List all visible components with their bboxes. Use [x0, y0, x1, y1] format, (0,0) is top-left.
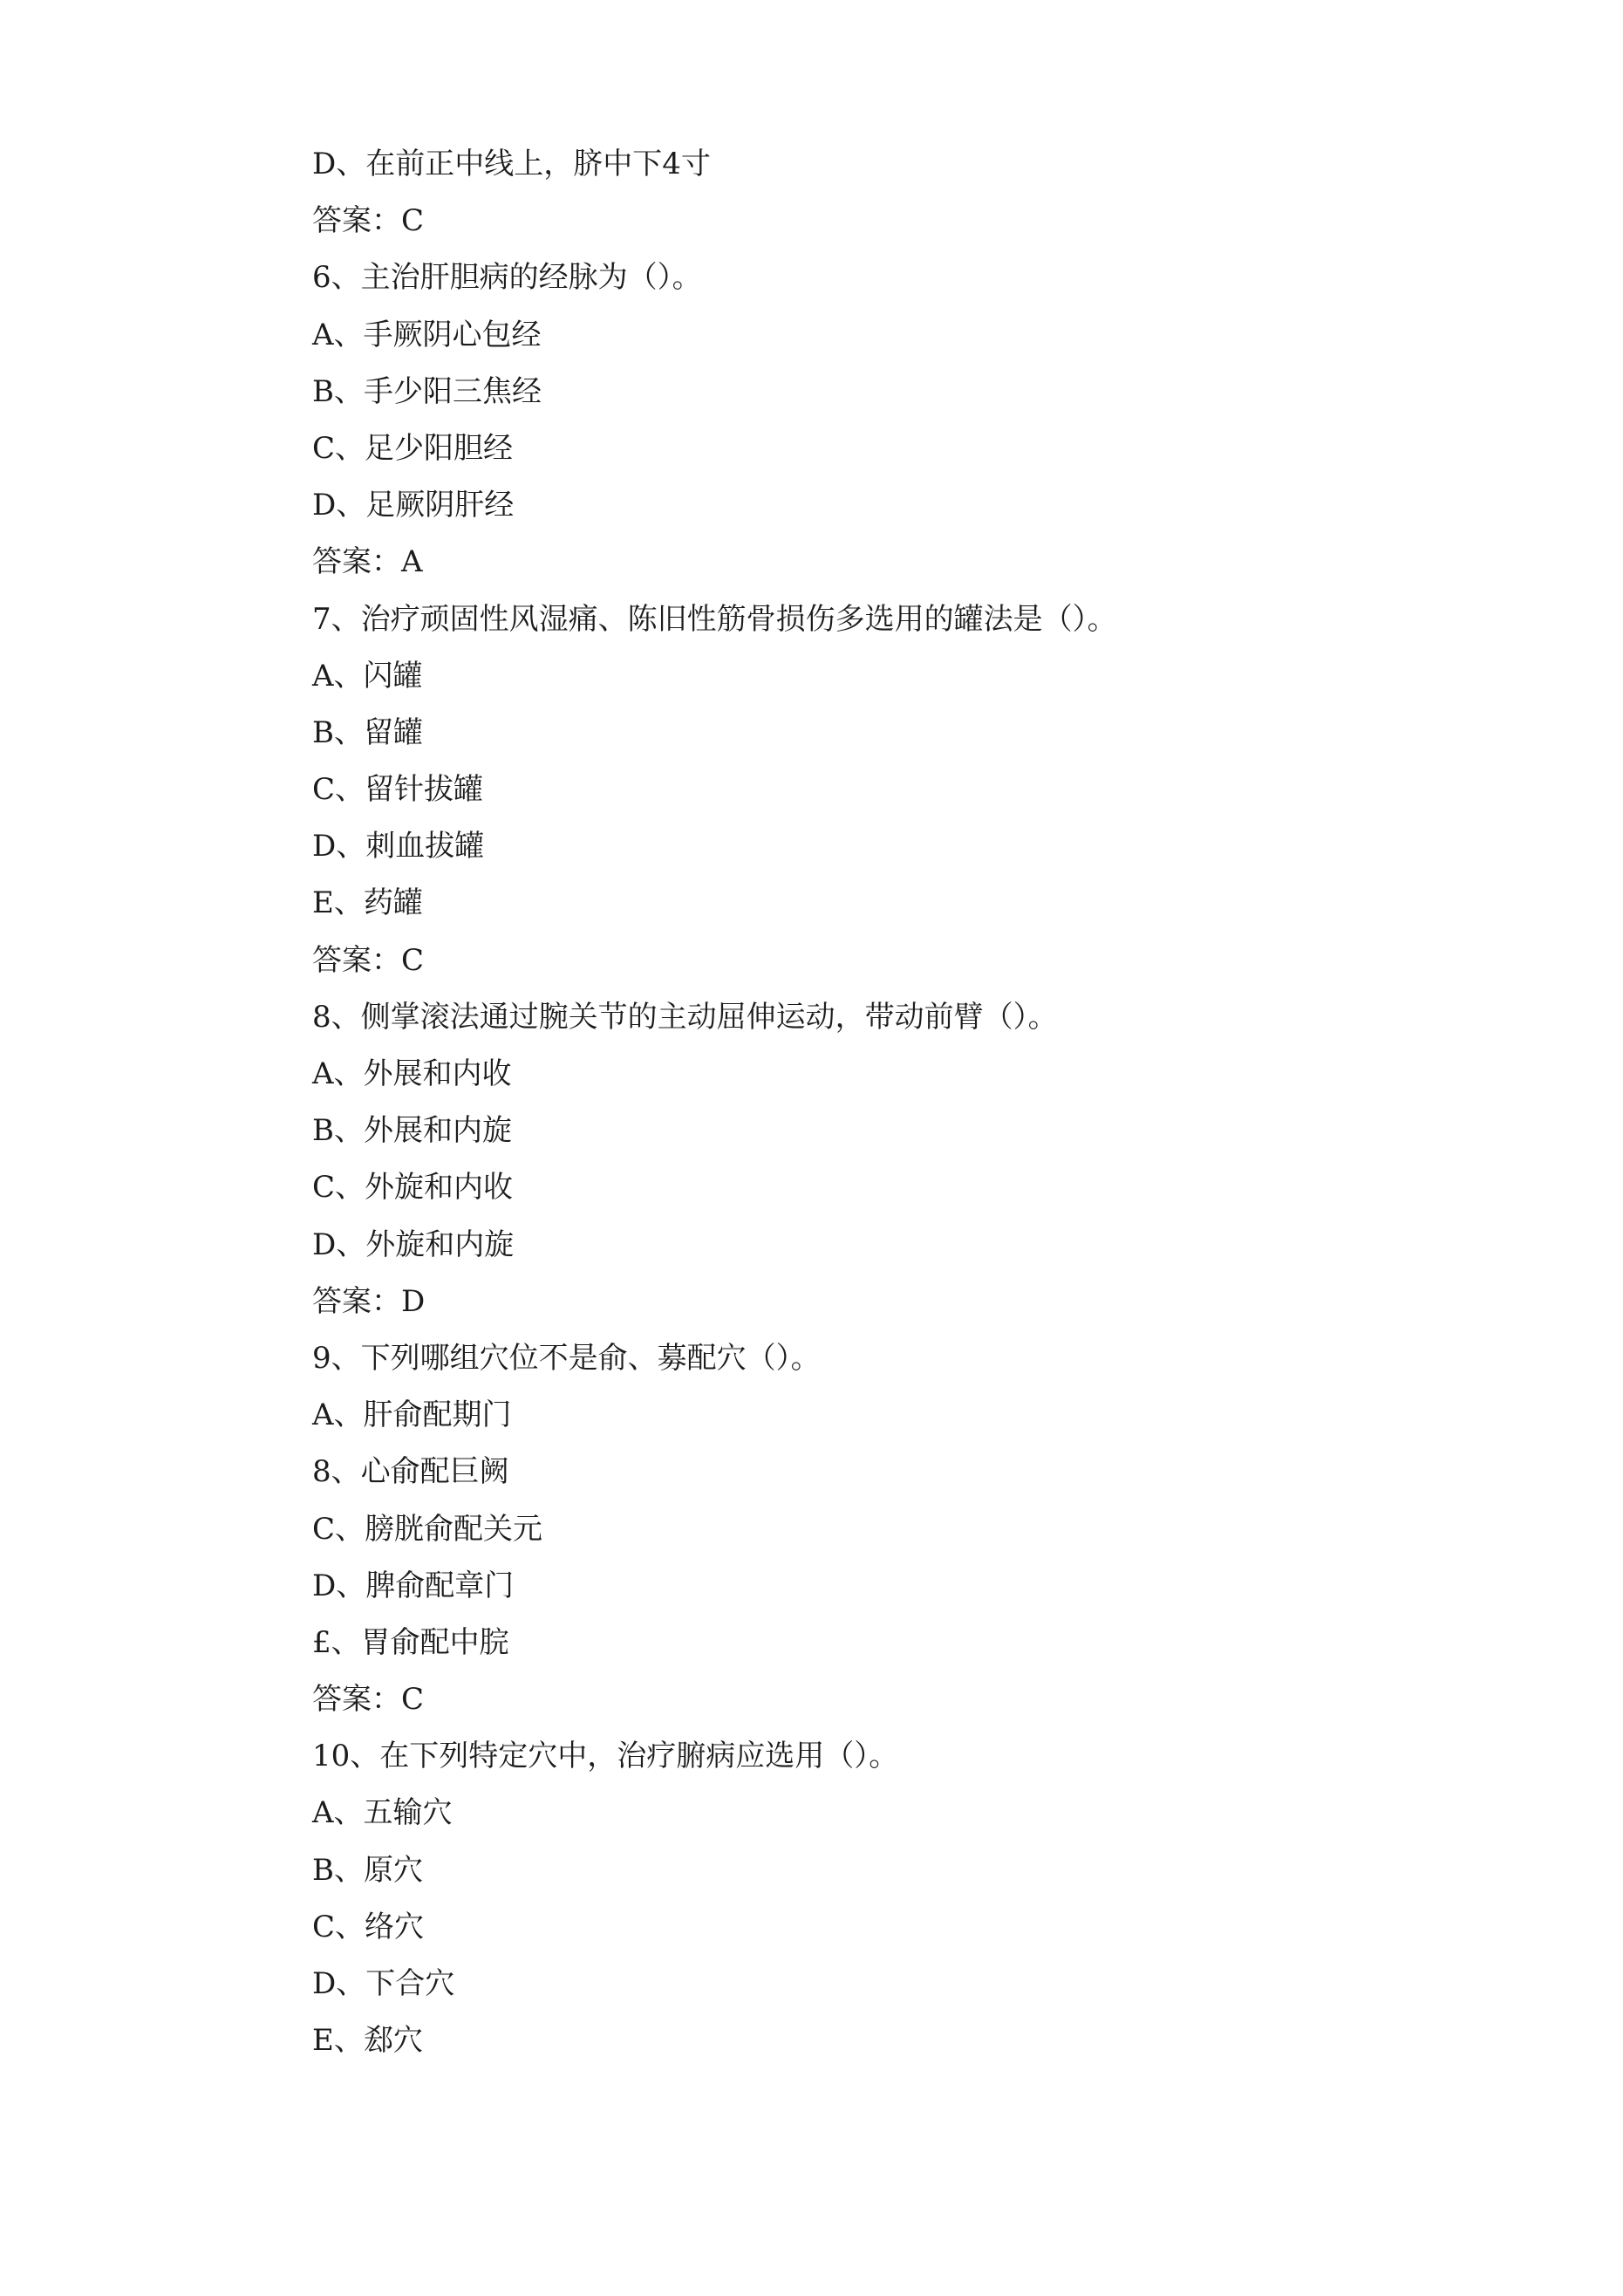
option-c-q7: C、留针拔罐: [312, 772, 484, 808]
question-9: 9、下列哪组穴位不是俞、募配穴（）。: [312, 1340, 821, 1376]
answer-q6: 答案：A: [312, 544, 423, 580]
question-8: 8、侧掌滚法通过腕关节的主动屈伸运动，带动前臂（）。: [312, 999, 1058, 1035]
option-c-q9: C、膀胱俞配关元: [312, 1511, 543, 1547]
option-c-q10: C、络穴: [312, 1909, 425, 1944]
option-b-q7: B、留罐: [312, 714, 423, 750]
answer-q8: 答案：D: [312, 1283, 426, 1319]
option-b-q8: B、外展和内旋: [312, 1113, 512, 1149]
option-d-q10: D、下合穴: [312, 1966, 455, 2001]
option-a-q9: A、肝俞配期门: [312, 1397, 512, 1433]
option-c-q8: C、外旋和内收: [312, 1170, 514, 1206]
option-e-q7: E、药罐: [312, 885, 423, 921]
option-d-q5: D、在前正中线上，脐中下4寸: [312, 147, 711, 181]
option-a-q7: A、闪罐: [312, 658, 423, 694]
option-a-q10: A、五输穴: [312, 1795, 453, 1831]
option-b-q10: B、原穴: [312, 1852, 423, 1888]
document-body: [312, 145, 1394, 2078]
option-d-q7: D、刺血拔罐: [312, 829, 485, 864]
option-d-q6: D、足厥阴肝经: [312, 488, 515, 523]
question-7: 7、治疗顽固性风湿痛、陈旧性筋骨损伤多选用的罐法是（）。: [312, 601, 1117, 637]
question-10: 10、在下列特定穴中，治疗腑病应选用（）。: [312, 1739, 899, 1774]
answer-q9: 答案：C: [312, 1682, 425, 1718]
option-d-q8: D、外旋和内旋: [312, 1227, 515, 1262]
option-c-q6: C、足少阳胆经: [312, 430, 514, 466]
question-6: 6、主治肝胆病的经脉为（）。: [312, 260, 702, 296]
option-a-q6: A、手厥阴心包经: [312, 317, 542, 352]
option-a-q8: A、外展和内收: [312, 1056, 512, 1091]
option-e-q10: E、郄穴: [312, 2023, 423, 2059]
option-b-q9: 8、心俞配巨阙: [312, 1454, 509, 1490]
option-e-q9: £、胃俞配中脘: [312, 1624, 509, 1660]
option-b-q6: B、手少阳三焦经: [312, 373, 542, 409]
answer-q7: 答案：C: [312, 942, 425, 978]
answer-q5: 答案：C: [312, 203, 425, 239]
option-d-q9: D、脾俞配章门: [312, 1568, 515, 1603]
